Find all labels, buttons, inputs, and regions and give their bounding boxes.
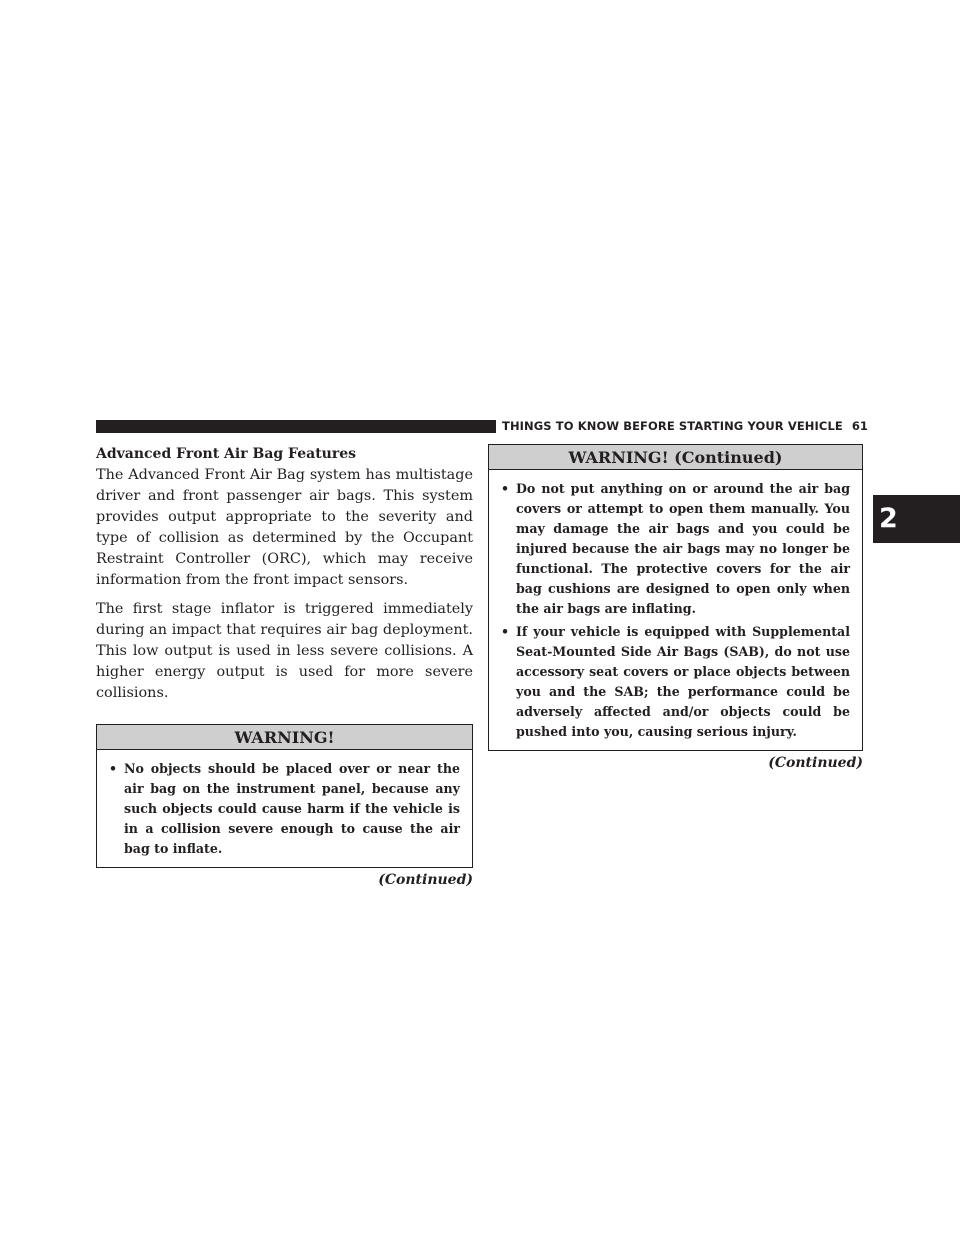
warning-title: WARNING! xyxy=(97,725,472,750)
body-paragraph: The Advanced Front Air Bag system has multistage driver and front passenger air bags. This system provides output appropriate to the severity and type of collision as determined by the Occupant Restraint Controller (ORC), which may receive information from the front impact sensors. xyxy=(96,467,473,588)
bullet-icon: • xyxy=(501,624,510,639)
warning-title: WARNING! (Continued) xyxy=(489,445,862,470)
chapter-tab[interactable]: 2 xyxy=(873,495,960,543)
warning-box xyxy=(488,444,863,751)
section-heading: Advanced Front Air Bag Features xyxy=(96,446,357,462)
header-title: THINGS TO KNOW BEFORE STARTING YOUR VEHICLE xyxy=(502,419,843,433)
warning-item-text: No objects should be placed over or near the air bag on the instrument panel, because any such objects could cause harm if the vehicle is in a collision severe enough to cause the air bag to inflate. xyxy=(124,761,460,856)
bullet-icon: • xyxy=(109,761,118,776)
warning-item xyxy=(499,622,850,742)
page-number: 61 xyxy=(851,419,869,433)
running-header xyxy=(502,418,868,435)
right-column xyxy=(488,444,863,773)
warning-item-text: Do not put anything on or around the air bag covers or attempt to open them manually. You may damage the air bags and you could be injured because the air bags may no longer be functional. The protective covers for the air bag cushions are designed to open only when the air bags are inflating. xyxy=(516,481,850,616)
header-rule xyxy=(96,420,496,433)
left-column xyxy=(96,444,473,890)
continued-label: (Continued) xyxy=(768,755,863,771)
bullet-icon: • xyxy=(501,481,510,496)
warning-body xyxy=(97,750,472,867)
continued-label: (Continued) xyxy=(378,872,473,888)
warning-item xyxy=(499,479,850,619)
warning-body xyxy=(489,470,862,750)
body-paragraph: The first stage inflator is triggered immediately during an impact that requires air bag deployment. This low output is used in less severe collisions. A higher energy output is used for more severe collisions. xyxy=(96,601,473,701)
warning-item-text: If your vehicle is equipped with Supplemental Seat-Mounted Side Air Bags (SAB), do not use accessory seat covers or place objects between you and the SAB; the performance could be adversely affected and/or objects could be pushed into you, causing serious injury. xyxy=(516,624,850,739)
warning-box xyxy=(96,724,473,868)
warning-item xyxy=(107,759,460,859)
